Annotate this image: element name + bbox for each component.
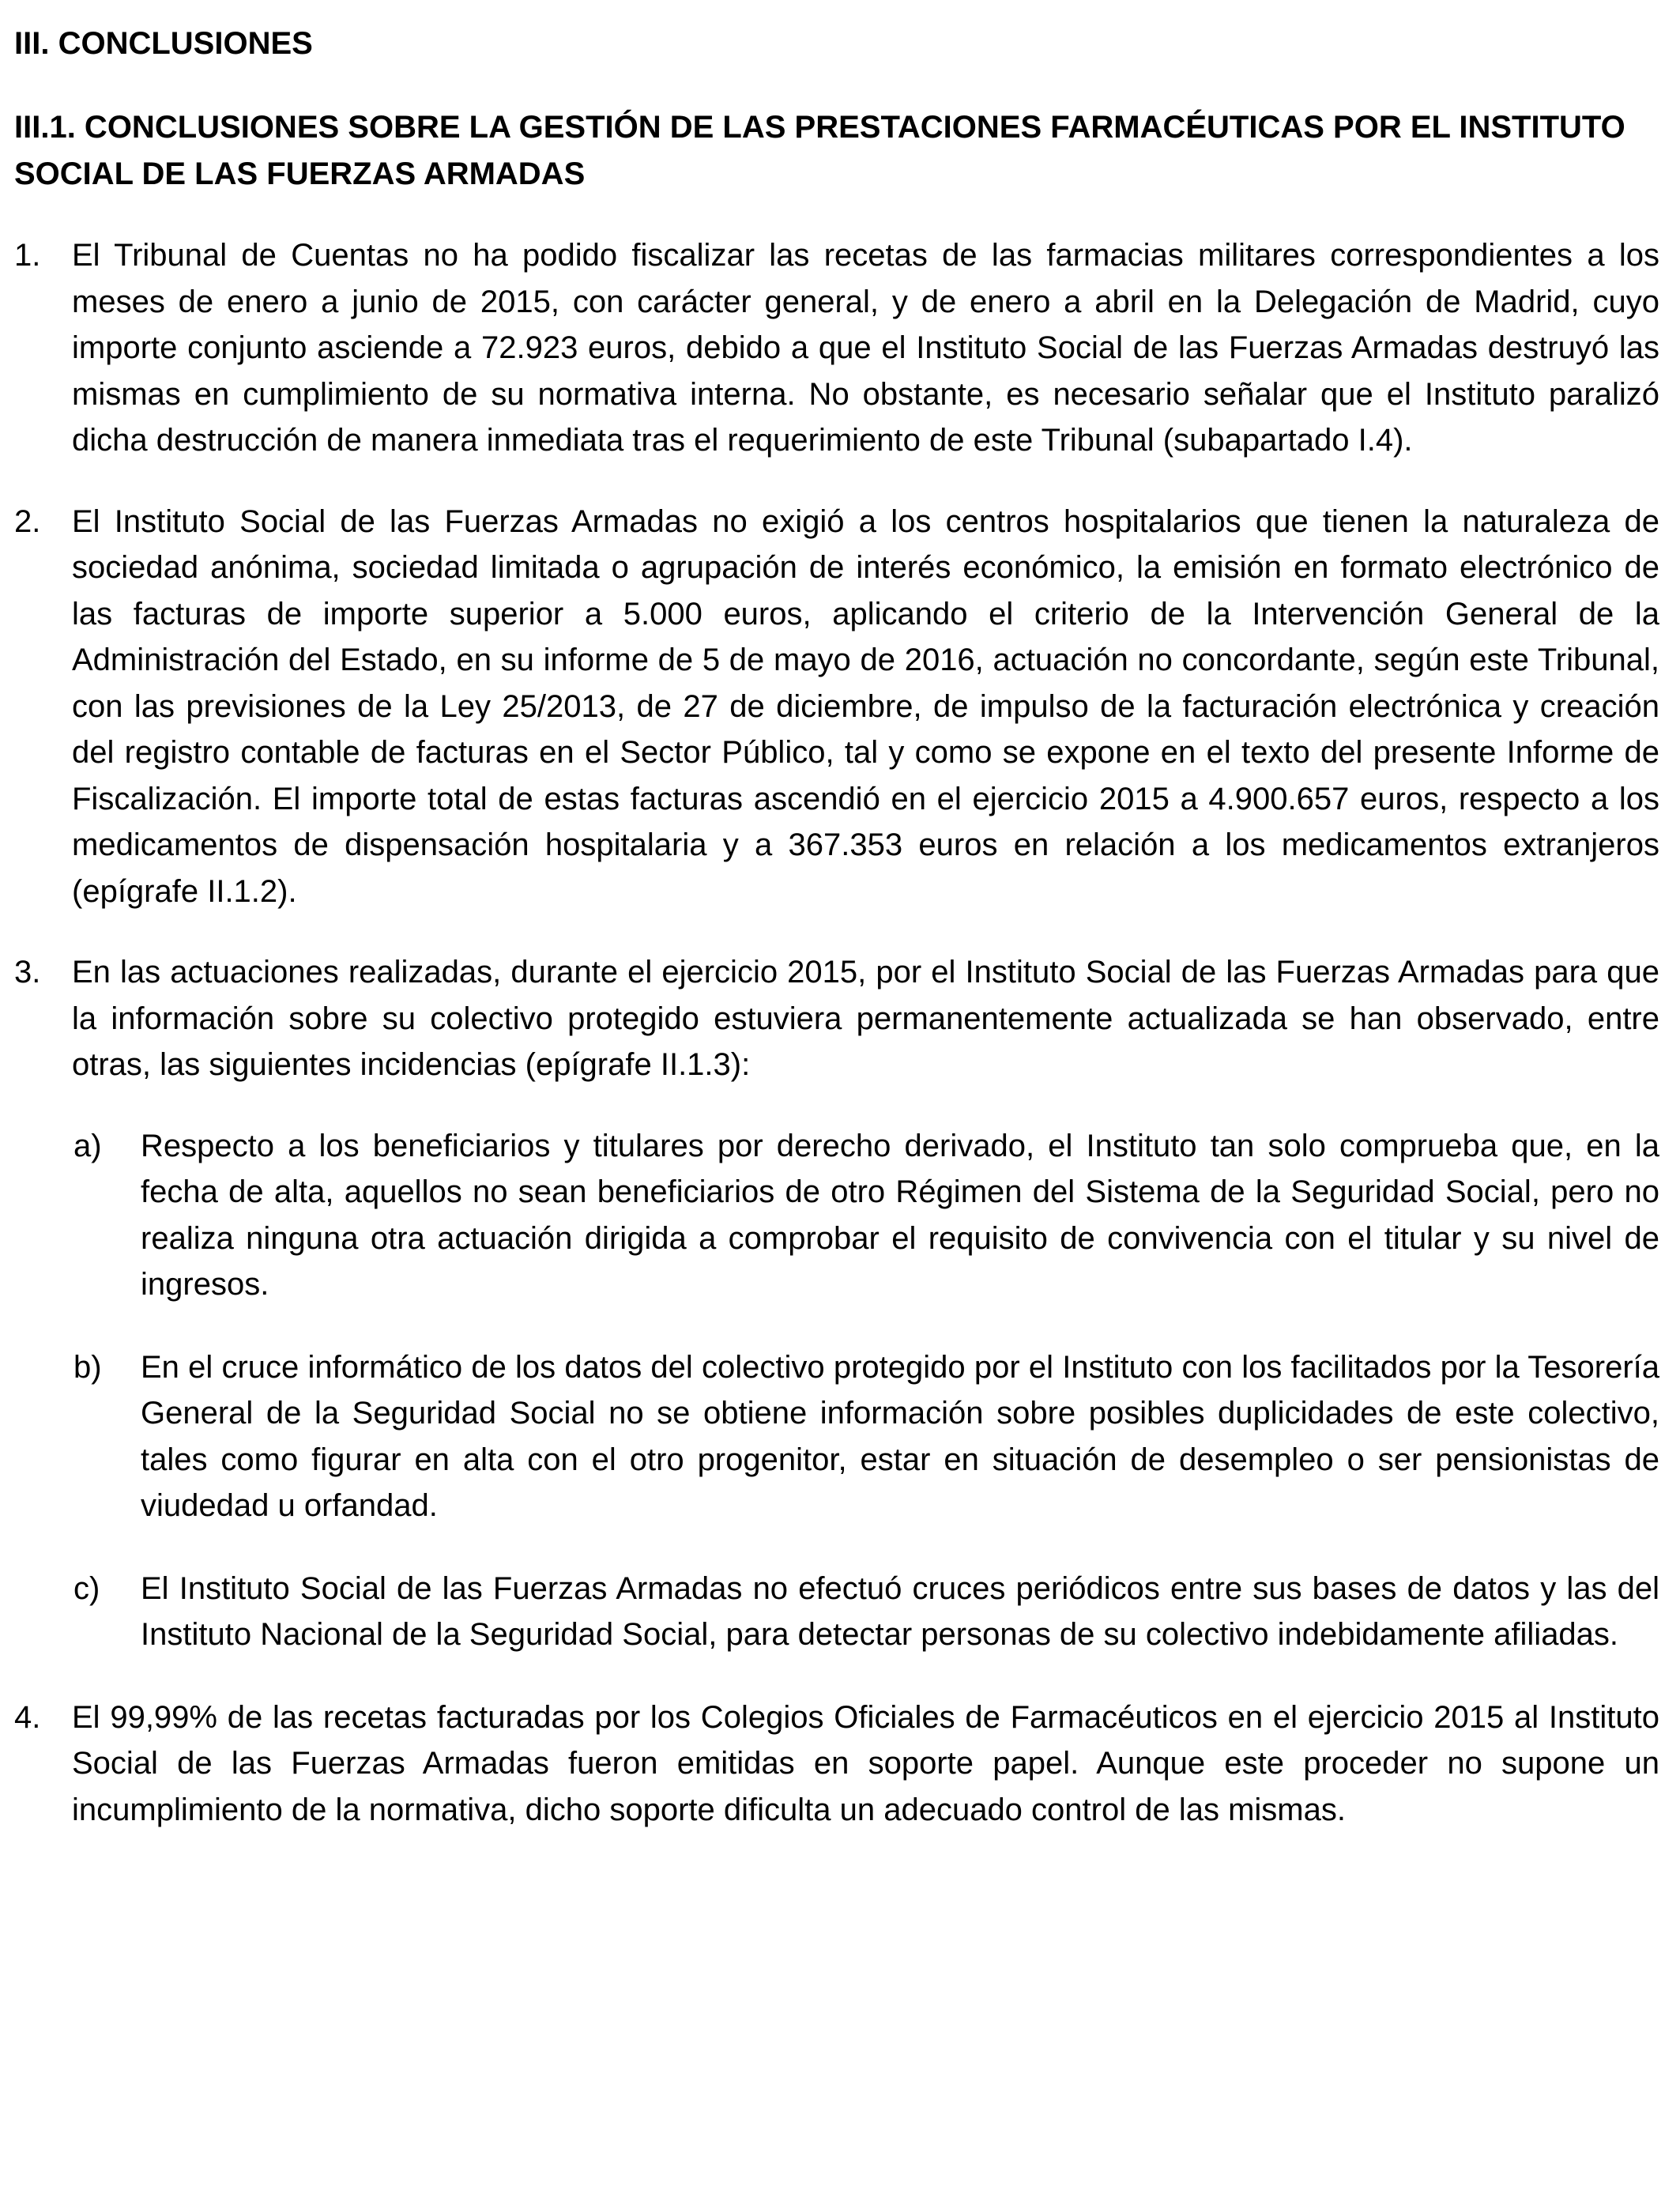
- section-title: III. CONCLUSIONES: [14, 26, 313, 61]
- sub-item-letter: b): [73, 1349, 102, 1385]
- sub-item-text: Respecto a los beneficiarios y titulares por derecho derivado, el Instituto tan solo comprueba que, en la fecha de alta, aquellos no sean beneficiarios de otro Régimen del Sistema de la Seguridad Social, pero no realiza ninguna otra actuación dirigida a comprobar el requisito de convivencia con el titular y su nivel de ingresos.: [141, 1128, 1659, 1302]
- item-text: En las actuaciones realizadas, durante el ejercicio 2015, por el Instituto Social de las Fuerzas Armadas para que la información sobre su colectivo protegido estuviera permanentemente actualizada se han observado, entre otras, las siguientes incidencias (epígrafe II.1.3):: [72, 955, 1659, 1082]
- item-number: 1.: [14, 238, 41, 273]
- sub-item-letter: a): [73, 1128, 102, 1163]
- sub-item-text: En el cruce informático de los datos del colectivo protegido por el Instituto con los facilitados por la Tesorería General de la Seguridad Social no se obtiene información sobre posibles duplicidades de este colectivo, tales como figurar en alta con el otro progenitor, estar en situación de desempleo o ser pensionistas de viudedad u orfandad.: [141, 1349, 1659, 1523]
- conclusion-item-1: [14, 232, 1659, 464]
- sub-item-text: El Instituto Social de las Fuerzas Armadas no efectuó cruces periódicos entre sus bases de datos y las del Instituto Nacional de la Seguridad Social, para detectar personas de su colectivo indebidamente afiliadas.: [141, 1570, 1659, 1652]
- conclusion-item-2: [14, 499, 1659, 915]
- sub-item-c: [14, 1566, 1659, 1658]
- conclusion-item-4: [14, 1695, 1659, 1834]
- item-text: El 99,99% de las recetas facturadas por los Colegios Oficiales de Farmacéuticos en el ejercicio 2015 al Instituto Social de las Fuerzas Armadas fueron emitidas en soporte papel. Aunque este proceder no supone un incumplimiento de la normativa, dicho soporte dificulta un adecuado control de las mismas.: [72, 1699, 1659, 1827]
- conclusion-item-3: [14, 949, 1659, 1088]
- sub-item-a: [14, 1123, 1659, 1308]
- document-page: [14, 24, 1659, 1868]
- item-text: El Tribunal de Cuentas no ha podido fiscalizar las recetas de las farmacias militares correspondientes a los meses de enero a junio de 2015, con carácter general, y de enero a abril en la Delegación de Madrid, cuyo importe conjunto asciende a 72.923 euros, debido a que el Instituto Social de las Fuerzas Armadas destruyó las mismas en cumplimiento de su normativa interna. No obstante, es necesario señalar que el Instituto paralizó dicha destrucción de manera inmediata tras el requerimiento de este Tribunal (subapartado I.4).: [72, 238, 1659, 458]
- item-number: 3.: [14, 955, 41, 990]
- item-text: El Instituto Social de las Fuerzas Armadas no exigió a los centros hospitalarios que tienen la naturaleza de sociedad anónima, sociedad limitada o agrupación de interés económico, la emisión en formato electrónico de las facturas de importe superior a 5.000 euros, aplicando el criterio de la Intervención General de la Administración del Estado, en su informe de 5 de mayo de 2016, actuación no concordante, según este Tribunal, con las previsiones de la Ley 25/2013, de 27 de diciembre, de impulso de la facturación electrónica y creación del registro contable de facturas en el Sector Público, tal y como se expone en el texto del presente Informe de Fiscalización. El importe total de estas facturas ascendió en el ejercicio 2015 a 4.900.657 euros, respecto a los medicamentos de dispensación hospitalaria y a 367.353 euros en relación a los medicamentos extranjeros (epígrafe II.1.2).: [72, 503, 1659, 909]
- sub-item-letter: c): [73, 1570, 100, 1606]
- sub-item-b: [14, 1344, 1659, 1529]
- item-number: 4.: [14, 1699, 41, 1735]
- subsection-title: III.1. CONCLUSIONES SOBRE LA GESTIÓN DE LAS PRESTACIONES FARMACÉUTICAS POR EL INSTITUTO SOCIAL DE LAS FUERZAS ARMADAS: [14, 110, 1625, 191]
- item-number: 2.: [14, 503, 41, 539]
